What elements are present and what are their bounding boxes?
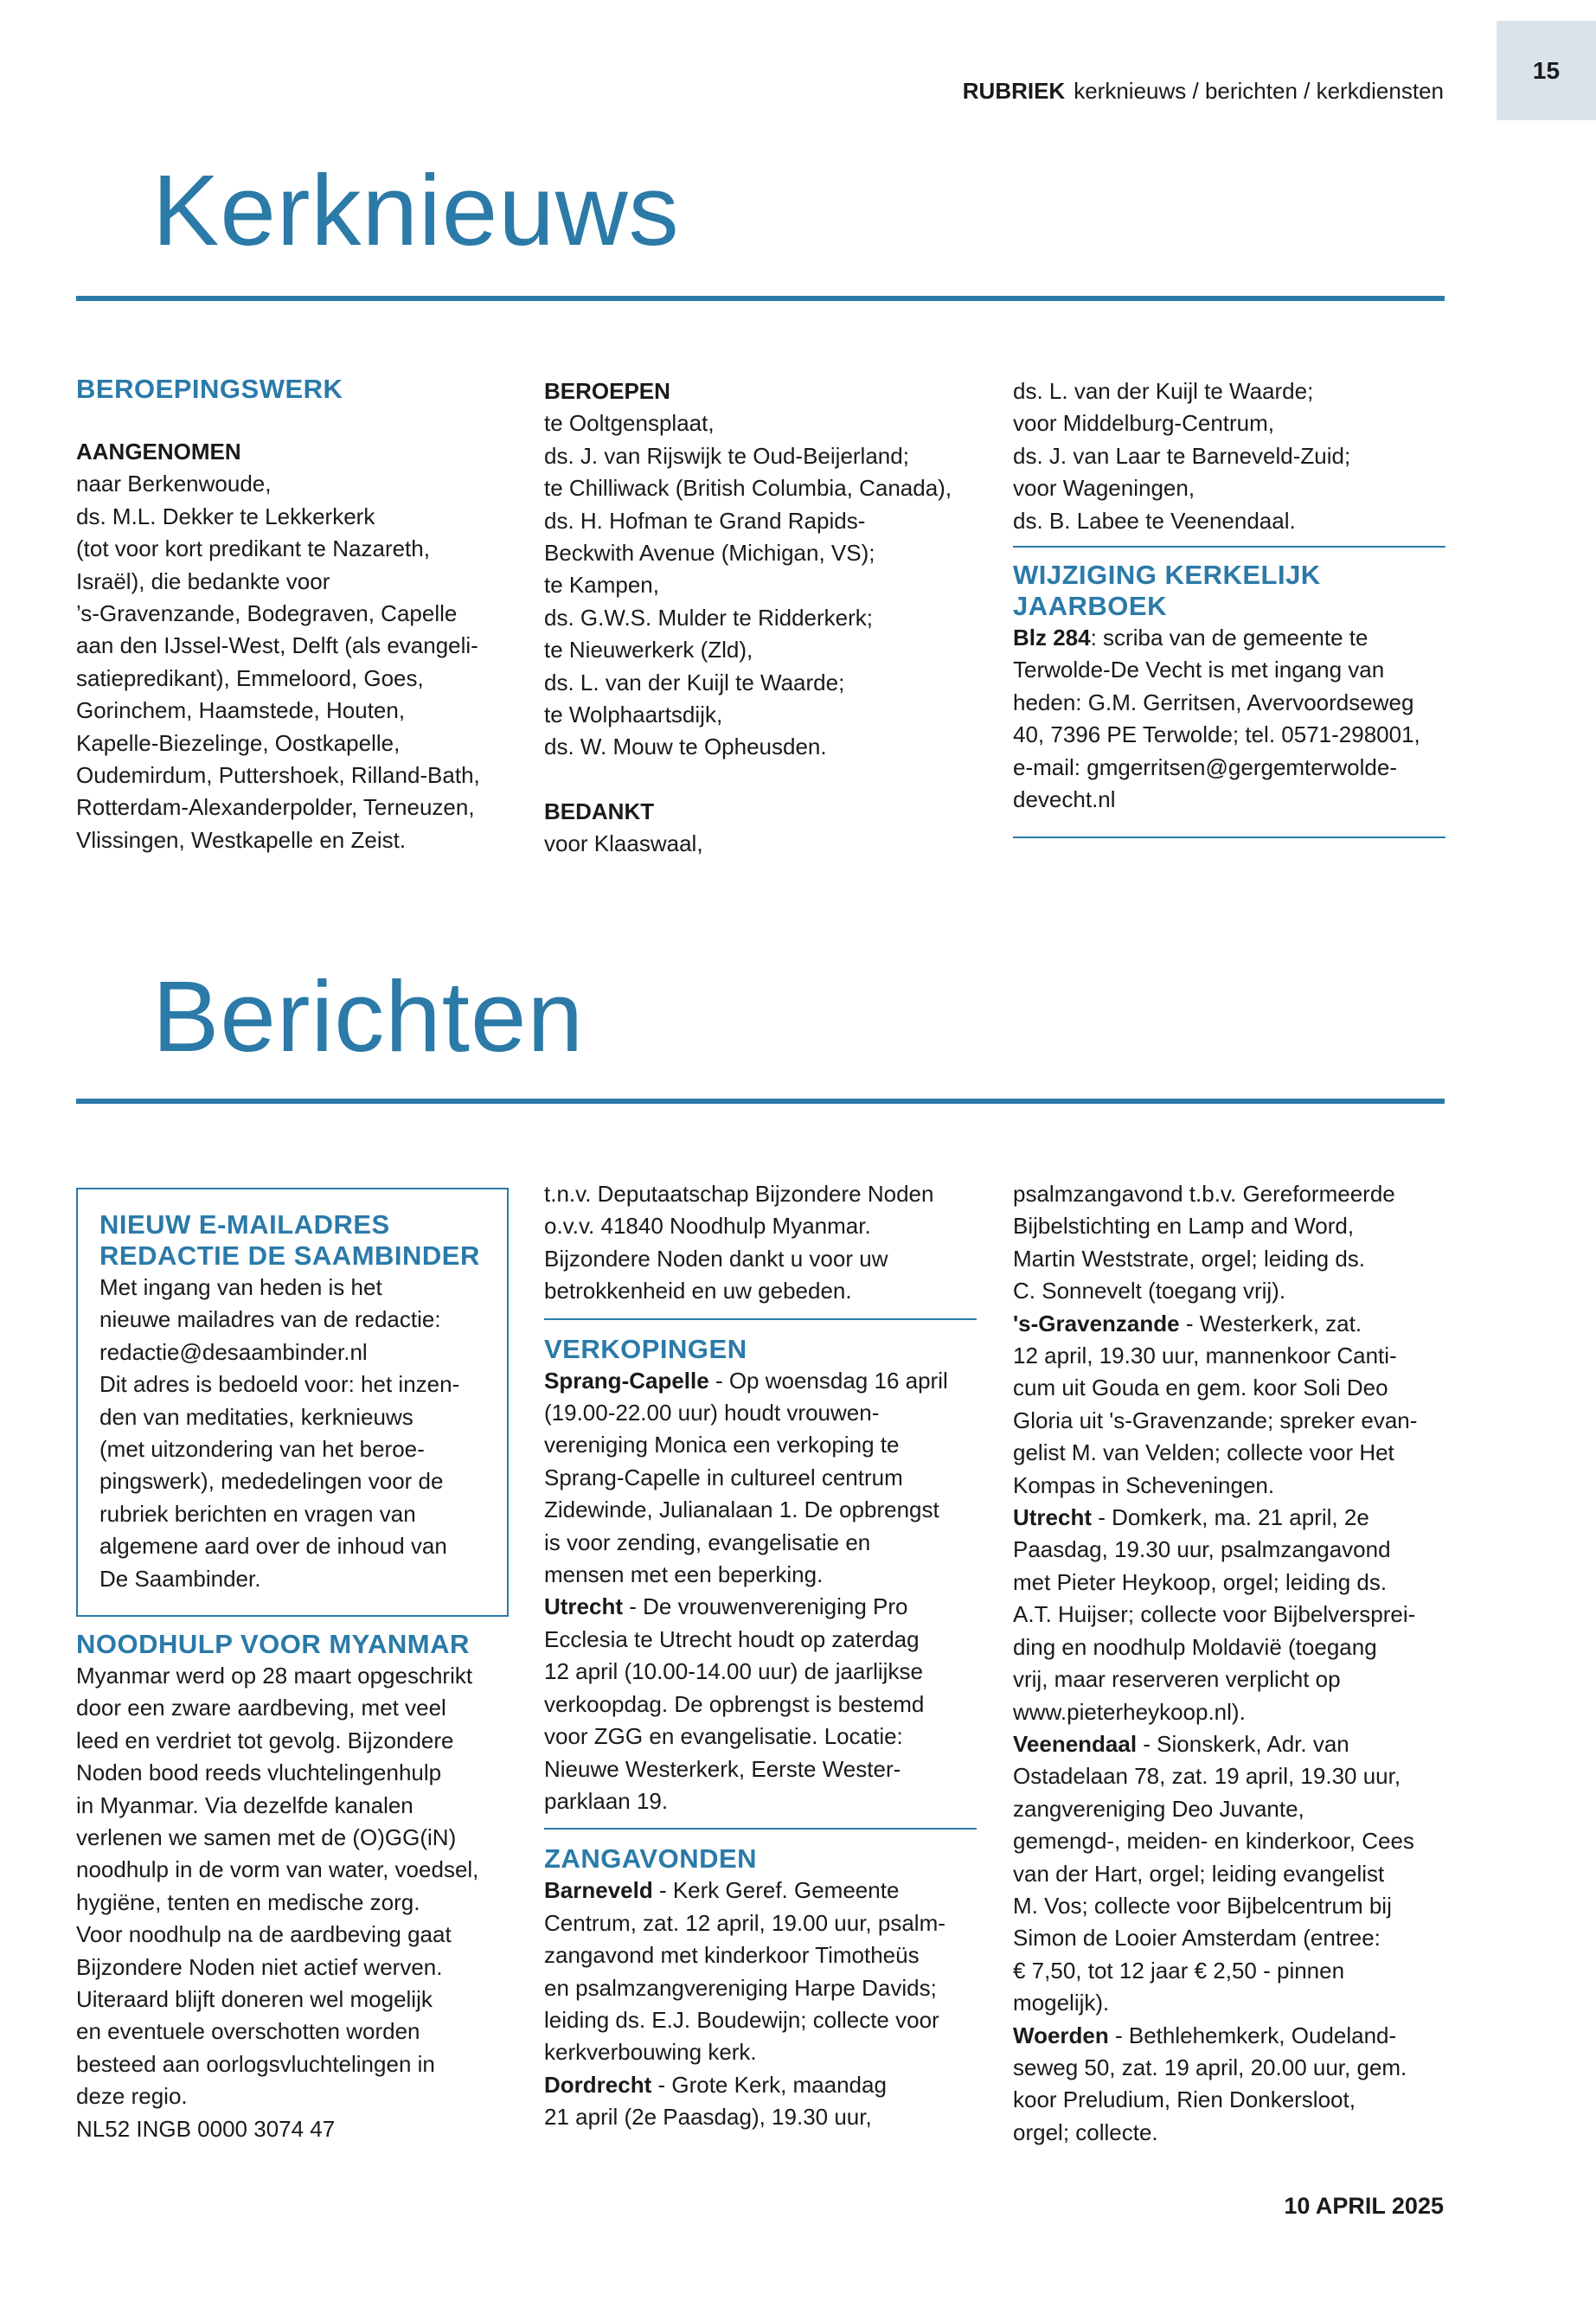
text-line: redactie@desaambinder.nl (99, 1338, 368, 1365)
text-line: devecht.nl (1013, 786, 1116, 813)
text-block (544, 1178, 977, 1308)
running-header (963, 76, 1444, 106)
text-line: vereniging Monica een verkoping te (544, 1432, 900, 1458)
text-line: (met uitzondering van het beroe- (99, 1436, 425, 1463)
text-line: den van meditaties, kerknieuws (99, 1403, 413, 1430)
text-line: leed en verdriet tot gevolg. Bijzondere (76, 1727, 454, 1753)
divider (544, 1318, 977, 1320)
text-block (1013, 1760, 1445, 2019)
text-line: seweg 50, zat. 19 april, 20.00 uur, gem. (1013, 2054, 1407, 2080)
bold-label: 's-Gravenzande (1013, 1310, 1180, 1336)
text-line: Ecclesia te Utrecht houdt op zaterdag (544, 1625, 920, 1652)
text-line: Centrum, zat. 12 april, 19.00 uur, psalm- (544, 1909, 945, 1936)
text-line: Kapelle-Biezelinge, Oostkapelle, (76, 729, 401, 756)
berichten-col3 (1013, 1178, 1445, 2149)
kerknieuws-col1 (76, 374, 509, 856)
section-heading (1013, 560, 1445, 622)
text-line: Simon de Looier Amsterdam (entree: (1013, 1925, 1381, 1952)
text-line: - Sionskerk, Adr. van (1137, 1730, 1349, 1757)
divider (1013, 546, 1445, 548)
text-line: te Ooltgensplaat, (544, 410, 715, 437)
text-line: mogelijk). (1013, 1990, 1110, 2016)
text-line: Gloria uit 's-Gravenzande; spreker evan- (1013, 1407, 1418, 1433)
bold-label: Woerden (1013, 2022, 1109, 2048)
text-line: ds. H. Hofman te Grand Rapids- (544, 507, 866, 534)
text-line: voor Middelburg-Centrum, (1013, 410, 1275, 437)
text-line: Sprang-Capelle in cultureel centrum (544, 1464, 903, 1490)
text-line: JAARBOEK (1013, 591, 1167, 622)
text-line: heden: G.M. Gerritsen, Avervoordseweg (1013, 689, 1414, 715)
berichten-col1 (76, 1629, 509, 2145)
text-line: M. Vos; collecte voor Bijbelcentrum bij (1013, 1892, 1392, 1919)
bold-label: Sprang-Capelle (544, 1367, 709, 1394)
text-line: NL52 INGB 0000 3074 47 (76, 2115, 336, 2142)
text-line: ds. W. Mouw te Opheusden. (544, 734, 827, 760)
berichten-title: Berichten (152, 960, 585, 1073)
text-line: Zidewinde, Julianalaan 1. De opbrengst (544, 1497, 939, 1523)
text-block (76, 1660, 509, 2145)
bold-label: Utrecht (1013, 1504, 1093, 1531)
text-block (1013, 1534, 1445, 1727)
bold-label: Dordrecht (544, 2071, 652, 2098)
text-line: satiepredikant), Emmeloord, Goes, (76, 664, 424, 691)
text-line: NIEUW E-MAILADRES (99, 1209, 390, 1240)
text-line: De Saambinder. (99, 1565, 261, 1592)
text-line: voor Wageningen, (1013, 475, 1195, 502)
text-line: vrij, maar reserveren verplicht op (1013, 1666, 1341, 1693)
text-line: Voor noodhulp na de aardbeving gaat (76, 1921, 452, 1948)
text-line: verlenen we samen met de (O)GG(iN) (76, 1824, 457, 1851)
text-block (1013, 1340, 1445, 1502)
text-line: Martin Weststrate, orgel; leiding ds. (1013, 1245, 1366, 1272)
section-heading (99, 1209, 497, 1272)
text-line: € 7,50, tot 12 jaar € 2,50 - pinnen (1013, 1957, 1345, 1984)
text-line: - Kerk Geref. Gemeente (652, 1877, 900, 1904)
text-line: mensen met een beperking. (544, 1561, 824, 1588)
kerknieuws-rule (76, 296, 1445, 301)
text-line: ds. B. Labee te Veenendaal. (1013, 507, 1296, 534)
text-line: Oudemirdum, Puttershoek, Rilland-Bath, (76, 762, 480, 789)
text-line: (tot voor kort predikant te Nazareth, (76, 535, 430, 562)
text-line: 40, 7396 PE Terwolde; tel. 0571-298001, (1013, 721, 1420, 748)
text-block (1013, 2052, 1445, 2149)
text-line: aan den IJssel-West, Delft (als evangeli- (76, 632, 478, 659)
berichten-col2 (544, 1178, 977, 2134)
text-line: noodhulp in de vorm van water, voedsel, (76, 1856, 479, 1883)
text-block (544, 1624, 977, 1817)
text-line: met Pieter Heykoop, orgel; leiding ds. (1013, 1568, 1388, 1595)
text-block (1013, 375, 1445, 537)
page-number: 15 (1497, 21, 1596, 120)
text-line: Noden bood reeds vluchtelingenhulp (76, 1759, 442, 1786)
text-line: - Westerkerk, zat. (1179, 1310, 1362, 1336)
text-line: t.n.v. Deputaatschap Bijzondere Noden (544, 1181, 934, 1207)
text-line: kerkverbouwing kerk. (544, 2039, 757, 2066)
text-line: Uiteraard blijft doneren wel mogelijk (76, 1986, 433, 2013)
text-line: cum uit Gouda en gem. koor Soli Deo (1013, 1375, 1388, 1401)
text-line: o.v.v. 41840 Noodhulp Myanmar. (544, 1213, 871, 1240)
text-line: Kompas in Scheveningen. (1013, 1471, 1275, 1498)
text-block (544, 407, 977, 763)
kerknieuws-col3 (1013, 375, 1445, 838)
text-line: leiding ds. E.J. Boudewijn; collecte voor (544, 2006, 939, 2033)
section-heading: ZANGAVONDEN (544, 1843, 758, 1875)
text-block (544, 828, 977, 860)
text-line: naar Berkenwoude, (76, 471, 272, 497)
section-heading: NOODHULP VOOR MYANMAR (76, 1629, 470, 1659)
text-line: te Chilliwack (British Columbia, Canada), (544, 475, 952, 502)
divider (1013, 836, 1445, 838)
text-line: Vlissingen, Westkapelle en Zeist. (76, 826, 407, 853)
notice-box-content (99, 1209, 497, 1595)
text-line: gelist M. van Velden; collecte voor Het (1013, 1439, 1394, 1466)
text-line: Israël), die bedankte voor (76, 567, 330, 594)
text-line: betrokkenheid en uw gebeden. (544, 1278, 852, 1304)
text-line: - Bethlehemkerk, Oudeland- (1108, 2022, 1397, 2048)
divider (544, 1828, 977, 1830)
text-line: ds. J. van Rijswijk te Oud-Beijerland; (544, 442, 909, 469)
text-line: Myanmar werd op 28 maart opgeschrikt (76, 1663, 473, 1689)
text-line: Bijbelstichting en Lamp and Word, (1013, 1213, 1355, 1240)
text-line: algemene aard over de inhoud van (99, 1533, 447, 1560)
text-line: zangavond met kinderkoor Timotheüs (544, 1942, 920, 1969)
subheading: BEDANKT (544, 798, 655, 824)
berichten-rule (76, 1099, 1445, 1104)
text-block (544, 1397, 977, 1591)
bold-label: Utrecht (544, 1593, 624, 1620)
text-line: - De vrouwenvereniging Pro (623, 1593, 908, 1620)
kerknieuws-col2 (544, 375, 977, 861)
text-line: door een zware aardbeving, met veel (76, 1695, 446, 1721)
text-line: is voor zending, evangelisatie en (544, 1529, 871, 1555)
text-line: verkoopdag. De opbrengst is bestemd (544, 1690, 925, 1717)
text-line: en psalmzangvereniging Harpe Davids; (544, 1974, 937, 2001)
text-line: e-mail: gmgerritsen@gergemterwolde- (1013, 753, 1397, 780)
subheading: AANGENOMEN (76, 439, 241, 465)
text-line: te Nieuwerkerk (Zld), (544, 637, 753, 663)
rubriek-label: RUBRIEK (962, 78, 1066, 104)
text-line: Bijzondere Noden dankt u voor uw (544, 1245, 888, 1272)
text-line: (19.00-22.00 uur) houdt vrouwen- (544, 1400, 880, 1426)
text-line: : scriba van de gemeente te (1090, 625, 1368, 651)
text-block (99, 1272, 497, 1595)
text-line: koor Preludium, Rien Donkersloot, (1013, 2086, 1356, 2113)
text-line: ds. J. van Laar te Barneveld-Zuid; (1013, 442, 1351, 469)
text-line: REDACTIE DE SAAMBINDER (99, 1240, 480, 1271)
text-line: pingswerk), mededelingen voor de (99, 1468, 444, 1495)
text-line: gemengd-, meiden- en kinderkoor, Cees (1013, 1828, 1414, 1855)
text-line: Ostadelaan 78, zat. 19 april, 19.30 uur, (1013, 1763, 1401, 1790)
text-line: rubriek berichten en vragen van (99, 1500, 416, 1527)
issue-date: 10 APRIL 2025 (1284, 2193, 1444, 2219)
text-line: Terwolde-De Vecht is met ingang van (1013, 657, 1385, 683)
text-line: voor Klaaswaal, (544, 830, 703, 857)
text-line: Gorinchem, Haamstede, Houten, (76, 697, 406, 724)
text-line: ’s-Gravenzande, Bodegraven, Capelle (76, 600, 458, 627)
bold-label: Veenendaal (1013, 1730, 1138, 1757)
text-line: ds. M.L. Dekker te Lekkerkerk (76, 503, 375, 529)
text-line: voor ZGG en evangelisatie. Locatie: (544, 1723, 903, 1750)
text-line: A.T. Huijser; collecte voor Bijbelversprei- (1013, 1601, 1416, 1628)
section-heading: BEROEPINGSWERK (76, 374, 343, 404)
text-line: psalmzangavond t.b.v. Gereformeerde (1013, 1181, 1395, 1207)
text-line: C. Sonnevelt (toegang vrij). (1013, 1278, 1286, 1304)
text-line: hygiëne, tenten en medische zorg. (76, 1888, 420, 1915)
text-line: nieuwe mailadres van de redactie: (99, 1306, 441, 1333)
text-block (1013, 654, 1445, 816)
text-line: Nieuwe Westerkerk, Eerste Wester- (544, 1755, 901, 1782)
text-line: van der Hart, orgel; leiding evangelist (1013, 1860, 1385, 1887)
text-line: www.pieterheykoop.nl). (1013, 1698, 1246, 1725)
text-line: besteed aan oorlogsvluchtelingen in (76, 2050, 435, 2077)
text-line: orgel; collecte. (1013, 2118, 1158, 2145)
text-line: Bijzondere Noden niet actief werven. (76, 1953, 443, 1980)
bold-label: Blz 284 (1013, 625, 1091, 651)
text-line: 12 april (10.00-14.00 uur) de jaarlijkse (544, 1658, 923, 1685)
text-line: zangvereniging Deo Juvante, (1013, 1795, 1304, 1822)
text-line: - Op woensdag 16 april (708, 1367, 948, 1394)
text-line: - Grote Kerk, maandag (651, 2071, 887, 2098)
subheading: BEROEPEN (544, 378, 670, 404)
text-line: Dit adres is bedoeld voor: het inzen- (99, 1371, 460, 1398)
text-block (76, 468, 509, 856)
text-line: ds. L. van der Kuijl te Waarde; (544, 669, 845, 695)
text-line: te Wolphaartsdijk, (544, 702, 723, 728)
text-line: deze regio. (76, 2083, 188, 2110)
text-line: ding en noodhulp Moldavië (toegang (1013, 1633, 1377, 1660)
text-block (544, 1907, 977, 2069)
text-line: ds. G.W.S. Mulder te Ridderkerk; (544, 604, 874, 631)
text-line: Beckwith Avenue (Michigan, VS); (544, 540, 875, 567)
text-line: parklaan 19. (544, 1787, 669, 1814)
text-block (1013, 1178, 1445, 1308)
text-line: in Myanmar. Via dezelfde kanalen (76, 1791, 413, 1818)
text-line: 12 april, 19.30 uur, mannenkoor Canti- (1013, 1343, 1397, 1369)
text-line: - Domkerk, ma. 21 april, 2e (1092, 1504, 1369, 1531)
text-line: te Kampen, (544, 572, 659, 599)
text-line: Rotterdam-Alexanderpolder, Terneuzen, (76, 794, 475, 821)
text-line: Paasdag, 19.30 uur, psalmzangavond (1013, 1536, 1391, 1563)
text-line: WIJZIGING KERKELIJK (1013, 560, 1321, 591)
text-line: Met ingang van heden is het (99, 1274, 382, 1300)
kerknieuws-title: Kerknieuws (152, 154, 680, 266)
text-line: ds. L. van der Kuijl te Waarde; (1013, 378, 1314, 404)
text-line: en eventuele overschotten worden (76, 2018, 420, 2045)
text-line: 21 april (2e Paasdag), 19.30 uur, (544, 2104, 872, 2131)
rubriek-path: kerknieuws / berichten / kerkdiensten (1074, 78, 1444, 104)
section-heading: VERKOPINGEN (544, 1333, 747, 1364)
text-block (544, 2101, 977, 2133)
bold-label: Barneveld (544, 1877, 653, 1904)
